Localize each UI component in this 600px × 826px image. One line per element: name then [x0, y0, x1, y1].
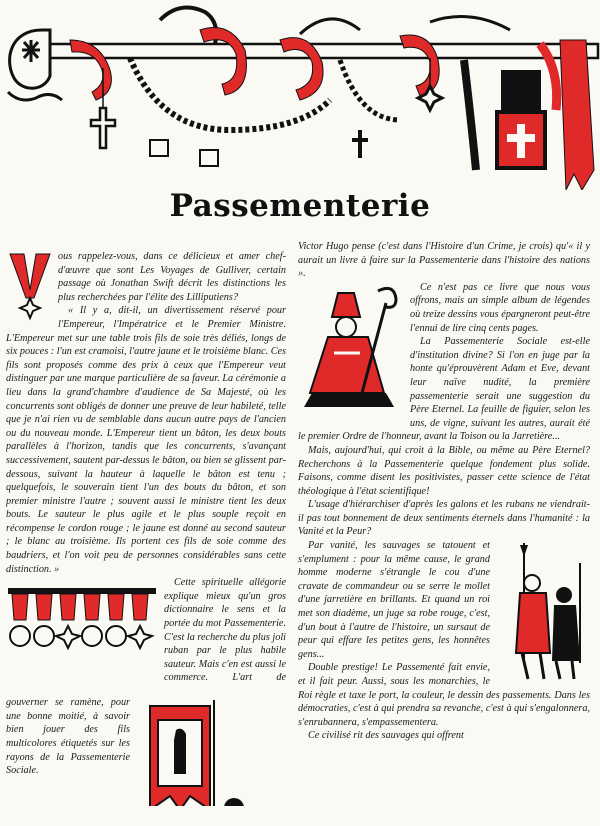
bishop-illustration	[298, 283, 404, 417]
paragraph: Ce n'est pas ce livre que nous vous offrons, mais un simple album de légendes où treize dessins vous épargneront peut-être l'ennui de lire cinq cents pages.	[410, 281, 590, 334]
medals-illustration	[6, 582, 158, 692]
guards-illustration	[494, 543, 590, 683]
right-column	[298, 240, 590, 806]
paragraph: Ce civilisé rit des sauvages qui offrent	[308, 730, 464, 742]
header-illustration	[0, 0, 600, 190]
stole-icon	[495, 70, 547, 170]
left-column	[6, 250, 286, 806]
red-sash	[560, 40, 594, 190]
paragraph: La Passementerie Sociale est-elle d'institution divine? Si l'on en juge par la honte qu'éprouvèrent Adam et Eve, devant leur naïve nudité, la première passementerie serait une suggestion du Père Eternel. La feuille de figuier, selon les uns, de vigne, suivant les autres, aurait été le premier Ordre de l'honneur, avant la Toison ou la Jarretière...	[298, 336, 590, 443]
paragraph: « Il y a, dit-il, un divertissement réservé pour l'Empereur, l'Impératrice et le Premier Ministre. L'Empereur met sur une table trois fils de soie très déliés, longs de six pouces : l'un est cramoisi, l'autre jaune et le troisième blanc. Ces fils sont proposés comme des prix à ceux que l'Empereur veut distinguer par une marque particulière de sa faveur. La cérémonie a lieu dans la grand'chambre d'audience de Sa Majesté, où les concurrents sont obligés de donner une preuve de leur habileté, telle que je n'ai rien vu de semblable dans aucun autre pays de l'ancien ou du nouveau monde. L'Empereur tient un bâton, les deux bouts parallèles à l'horizon, tandis que les concurrents, s'avançant successivement, sautent par-dessus le bâton, ou bien se glissent par-dessous, suivant la hauteur à laquelle le bâton est tenu ; quelquefois, le souverain tient l'un des bouts du bâton, et son premier ministre l'autre ; souvent aussi le ministre tient les deux bouts. Le sauteur le plus agile et le plus souple reçoit en récompense le cordon rouge ; le jaune est donné au second sauteur ; le blanc au troisième. Ils portent ces fils de soie comme des baudriers, et l'on voit peu de personnes considérables sans cette distinction. »	[6, 305, 286, 575]
dropcap-medal-icon	[6, 250, 54, 324]
page-title: Passementerie	[169, 188, 431, 224]
paragraph: Cette spirituelle allégorie explique mieux qu'un gros dictionnaire le sens et la portée du mot Passementerie. C'est la recherche du plus joli ruban par le plus habile sauteur. Mais c'en est aussi le commerce. L'art de gouverner se ramène, pour une bonne moitié, à savoir bien jouer des fils multicolores étiquetés sur les rayons de la Passementerie Sociale.	[6, 577, 286, 777]
paragraph: Double prestige! Le Passementé fait envie, et il fait peur. Aussi, sous les monarchies, le Roi règle et taxe le port, la couleur, le dessin des passements. Dans les démocraties, c'est à qui prendra sa revanche, c'est à qui s'engalonnera, s'enrubannera, s'empassementera.	[298, 662, 590, 728]
paragraph: Victor Hugo pense (c'est dans l'Histoire d'un Crime, je crois) qu'« il y aurait un livre à faire sur la Passementerie dans l'histoire des nations ».	[298, 241, 590, 280]
paragraph: L'usage d'hiérarchiser d'après les galons et les rubans ne viendrait-il pas tout bonnement de deux sentiments éternels dans l'humanité : la Vanité et la Peur?	[298, 499, 590, 538]
paragraph: ous rappelez-vous, dans ce délicieux et amer chef-d'œuvre que sont Les Voyages de Gulliver, certain passage où Jonathan Swift décrit les distinctions les plus recherchées par l'élite des Lilliputiens?	[58, 251, 286, 303]
paragraph: Par vanité, les sauvages se tatouent et s'emplument : pour la même cause, le grand homme moderne s'étrangle le cou d'une cravate de commandeur ou se serre le mollet d'une jarretière en brillants. Et quand un roi met son diadème, un juge sa robe rouge, c'est, d'un bout à l'autre de l'histoire, un sursaut de peur qui effare les petites gens, les honnêtes gens...	[298, 540, 490, 660]
banner-bearer-illustration	[130, 700, 280, 806]
paragraph: Mais, aujourd'hui, qui croit à la Bible, ou même au Père Eternel? Recherchons à la Passementerie quelque fondement plus solide. Faisons, comme disent les positivistes, passer cette science de l'état théologique à l'état scientifique!	[298, 444, 590, 497]
